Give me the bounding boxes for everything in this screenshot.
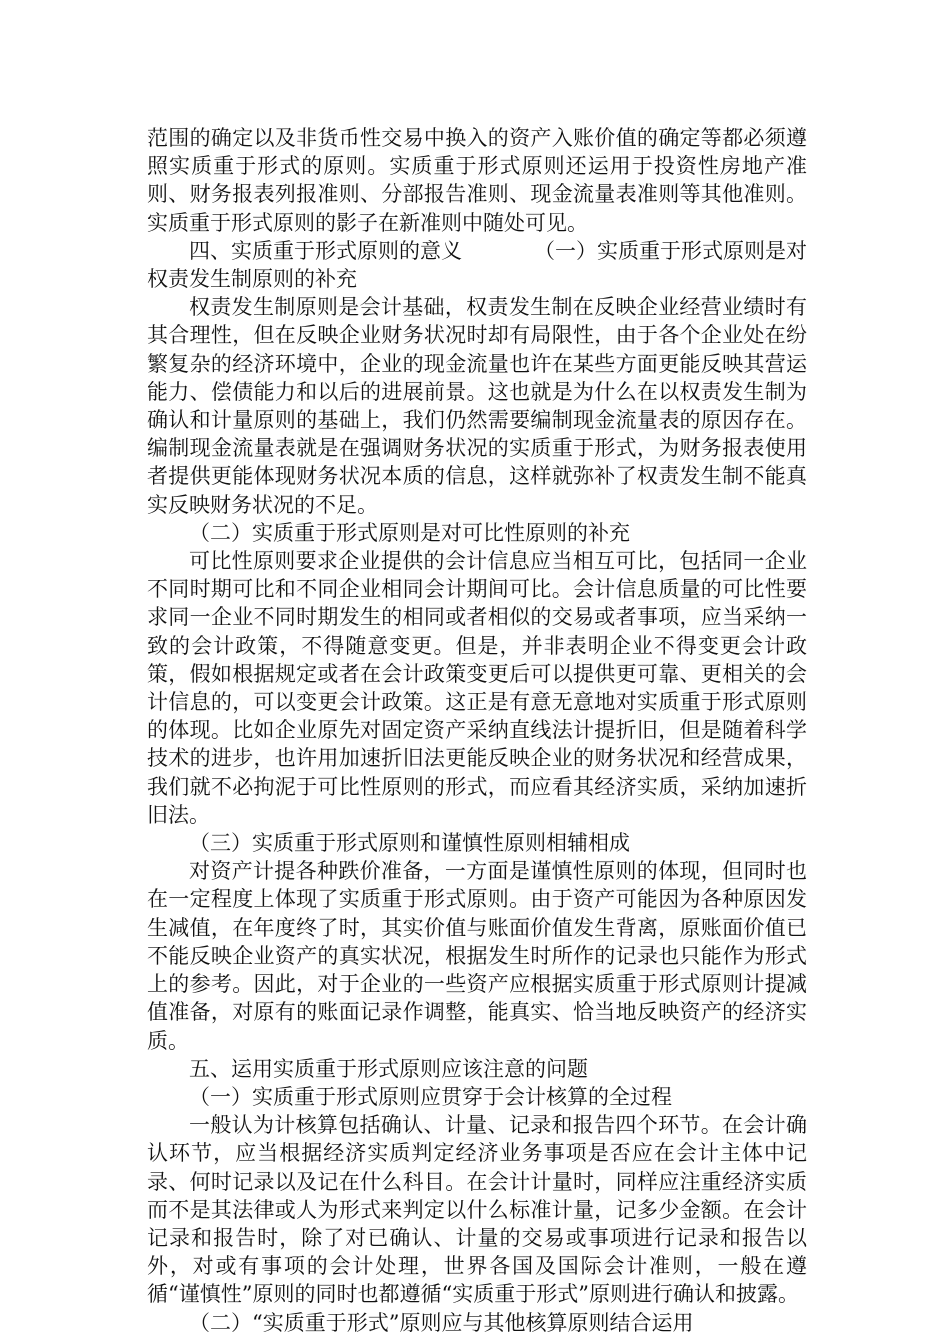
subsection-heading-5-2: （二）“实质重于形式”原则应与其他核算原则结合运用	[189, 1310, 694, 1335]
subsection-heading-5-1: （一）实质重于形式原则应贯穿于会计核算的全过程	[189, 1084, 672, 1109]
subsection-heading-4-2: （二）实质重于形式原则是对可比性原则的补充	[189, 520, 630, 545]
paragraph-prudence: 对资产计提各种跌价准备，一方面是谨慎性原则的体现，但同时也在一定程度上体现了实质重于形式原则。由于资产可能因为各种原因发生减值，在年度终了时，其实价值与账面价值发生背离，原账面价值已不能反映企业资产的真实状况，根据发生时所作的记录也只能作为形式上的参考。因此，对于企业的一些资产应根据实质重于形式原则计提减值准备，对原有的账面记录作调整，能真实、恰当地反映资产的经济实质。	[147, 859, 807, 1053]
paragraph-continuation: 范围的确定以及非货币性交易中换入的资产入账价值的确定等都必须遵照实质重于形式的原则。实质重于形式原则还运用于投资性房地产准则、财务报表列报准则、分部报告准则、现金流量表准则等其他准则。实质重于形式原则的影子在新准则中随处可见。	[147, 126, 807, 235]
document-body	[147, 124, 807, 1337]
subsection-heading-4-1: （一）实质重于形式原则是对权责发生制原则的补充	[147, 238, 807, 292]
paragraph-comparability: 可比性原则要求企业提供的会计信息应当相互可比，包括同一企业不同时期可比和不同企业相同会计期间可比。会计信息质量的可比性要求同一企业不同时期发生的相同或者相似的交易或者事项，应当采纳一致的会计政策，不得随意变更。但是，并非表明企业不得变更会计政策，假如根据规定或者在会计政策变更后可以提供更可靠、更相关的会计信息的，可以变更会计政策。这正是有意无意地对实质重于形式原则的体现。比如企业原先对固定资产采纳直线法计提折旧，但是随着科学技术的进步，也许用加速折旧法更能反映企业的财务状况和经营成果，我们就不必拘泥于可比性原则的形式，而应看其经济实质，采纳加速折旧法。	[147, 549, 807, 827]
section-heading-4	[147, 237, 807, 293]
paragraph-accrual: 权责发生制原则是会计基础，权责发生制在反映企业经营业绩时有其合理性，但在反映企业财务状况时却有局限性，由于各个企业处在纷繁复杂的经济环境中，企业的现金流量也许在某些方面更能反映其营运能力、偿债能力和以后的进展前景。这也就是为什么在以权责发生制为确认和计量原则的基础上，我们仍然需要编制现金流量表的原因存在。编制现金流量表就是在强调财务状况的实质重于形式，为财务报表使用者提供更能体现财务状况本质的信息，这样就弥补了权责发生制不能真实反映财务状况的不足。	[147, 295, 807, 517]
paragraph-whole-process: 一般认为计核算包括确认、计量、记录和报告四个环节。在会计确认环节，应当根据经济实质判定经济业务事项是否应在会计主体中记录、何时记录以及记在什么科目。在会计计量时，同样应注重经济实质而不是其法律或人为形式来判定以什么标准计量，记多少金额。在会计记录和报告时，除了对已确认、计量的交易或事项进行记录和报告以外，对或有事项的会计处理，世界各国及国际会计准则，一般在遵循“谨慎性”原则的同时也都遵循“实质重于形式”原则进行确认和披露。	[147, 1113, 807, 1307]
subsection-heading-4-3: （三）实质重于形式原则和谨慎性原则相辅相成	[189, 831, 630, 856]
section-heading-5: 五、运用实质重于形式原则应该注意的问题	[189, 1056, 588, 1081]
section-heading-4-title: 四、实质重于形式原则的意义	[189, 238, 462, 263]
